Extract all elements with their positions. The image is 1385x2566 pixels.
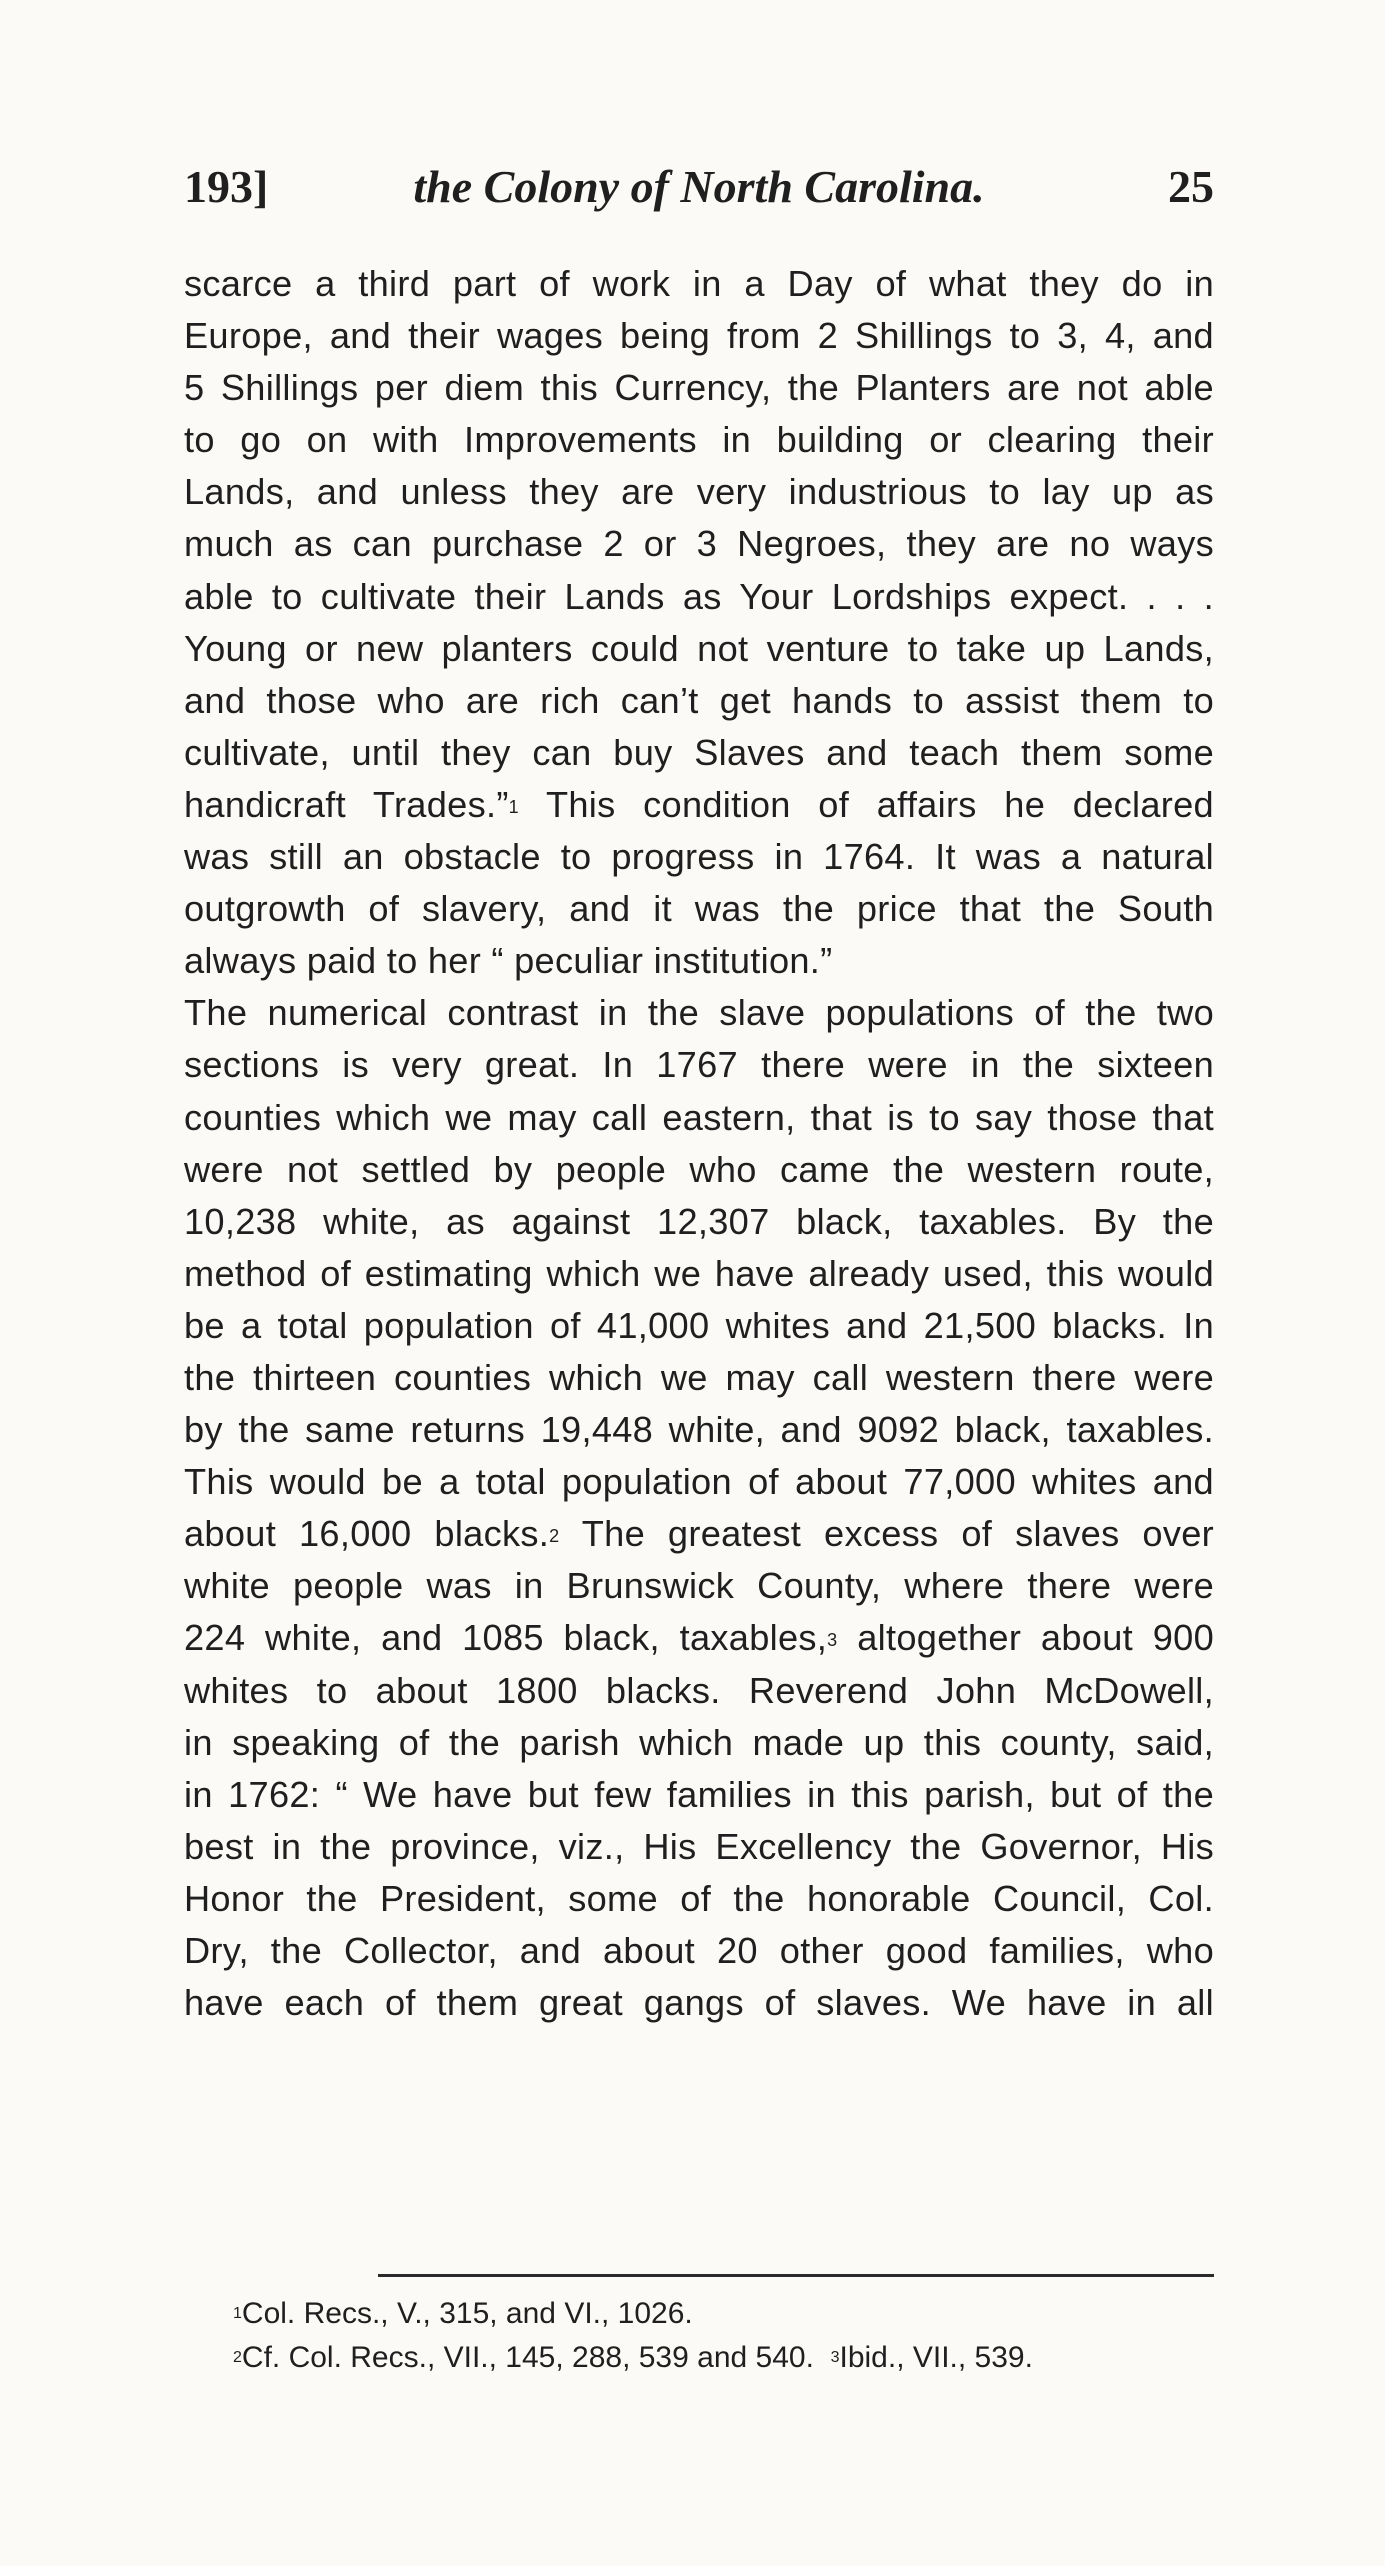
footnote-ref-1[interactable]: 1 [508, 796, 519, 817]
footnote-mark: 3 [830, 2349, 840, 2366]
text-line: by the same returns 19,448 white, and 9092 black, taxables. [184, 1409, 1214, 1451]
text-line: scarce a third part of work in a Day of what they do in [184, 263, 1214, 304]
text-line: white people was in Brunswick County, where there were [184, 1565, 1214, 1607]
text-line: have each of them great gangs of slaves. We have in all [184, 1982, 1214, 2024]
footnote-mark: 1 [233, 2305, 242, 2322]
text-fragment: This condition of affairs he declared [545, 783, 1214, 825]
footnote-2-3 [233, 2336, 1213, 2380]
text-line: in speaking of the parish which made up this county, said, [184, 1721, 1214, 1763]
text-line: Lands, and unless they are very industrious to lay up as [184, 471, 1214, 513]
text-line: outgrowth of slavery, and it was the price that the South [184, 888, 1214, 930]
footnote-text: Ibid., VII., 539. [839, 2341, 1033, 2374]
text-line: method of estimating which we have already used, this would [184, 1252, 1214, 1294]
footnote-mark: 2 [233, 2349, 242, 2366]
text-line: to go on with Improvements in building or clearing their [184, 419, 1214, 461]
text-line: much as can purchase 2 or 3 Negroes, they are no ways [184, 523, 1214, 565]
text-line-with-footnote [184, 1508, 1214, 1560]
footnotes [233, 2292, 1213, 2380]
header-page-number: 25 [1168, 161, 1214, 212]
text-line: This would be a total population of about 77,000 whites and [184, 1461, 1214, 1503]
footnote-divider [378, 2274, 1214, 2277]
text-fragment: altogether about 900 [857, 1617, 1215, 1659]
text-line: be a total population of 41,000 whites and 21,500 blacks. In [184, 1304, 1214, 1346]
running-header [184, 160, 1214, 220]
text-line: always paid to her “ peculiar institution.” [184, 940, 833, 982]
text-line: whites to about 1800 blacks. Reverend John McDowell, [184, 1669, 1214, 1711]
text-line: 10,238 white, as against 12,307 black, taxables. By the [184, 1200, 1214, 1242]
text-line: Dry, the Collector, and about 20 other good families, who [184, 1930, 1214, 1971]
text-line: able to cultivate their Lands as Your Lordships expect. . . . [184, 575, 1214, 617]
text-line-with-footnote [184, 1612, 1214, 1664]
footnote-text: Col. Recs., V., 315, and VI., 1026. [241, 2297, 693, 2330]
text-line: were not settled by people who came the western route, [184, 1148, 1214, 1190]
text-fragment: about 16,000 blacks. [184, 1513, 550, 1555]
text-line: 5 Shillings per diem this Currency, the Planters are not able [184, 367, 1214, 409]
text-line: Europe, and their wages being from 2 Shillings to 3, 4, and [184, 315, 1214, 357]
text-line: cultivate, until they can buy Slaves and teach them some [184, 731, 1214, 773]
text-line: counties which we may call eastern, that is to say those that [184, 1096, 1214, 1138]
text-line: was still an obstacle to progress in 1764. It was a natural [184, 836, 1214, 878]
footnote-text: Cf. Col. Recs., VII., 145, 288, 539 and 540. [241, 2341, 814, 2374]
text-fragment: 224 white, and 1085 black, taxables, [184, 1617, 828, 1659]
text-line: The numerical contrast in the slave populations of the two [184, 992, 1214, 1034]
text-line: and those who are rich can’t get hands to assist them to [184, 679, 1214, 721]
footnote-1 [233, 2292, 1213, 2336]
text-line: best in the province, viz., His Excellency the Governor, His [184, 1825, 1214, 1867]
text-fragment: The greatest excess of slaves over [581, 1513, 1214, 1555]
text-fragment: handicraft Trades.” [184, 783, 509, 825]
header-running-title: the Colony of North Carolina. [413, 161, 985, 212]
text-line: Young or new planters could not venture to take up Lands, [184, 627, 1214, 669]
text-line: sections is very great. In 1767 there were in the sixteen [184, 1044, 1214, 1086]
text-line: in 1762: “ We have but few families in this parish, but of the [184, 1773, 1214, 1815]
body-text [184, 258, 1214, 2029]
footnote-ref-3[interactable]: 3 [827, 1630, 838, 1651]
text-line: the thirteen counties which we may call western there were [184, 1356, 1214, 1398]
text-line-with-footnote [184, 779, 1214, 831]
header-section-marker: 193] [184, 161, 269, 212]
footnote-ref-2[interactable]: 2 [549, 1526, 560, 1547]
text-line: Honor the President, some of the honorable Council, Col. [184, 1877, 1214, 1919]
